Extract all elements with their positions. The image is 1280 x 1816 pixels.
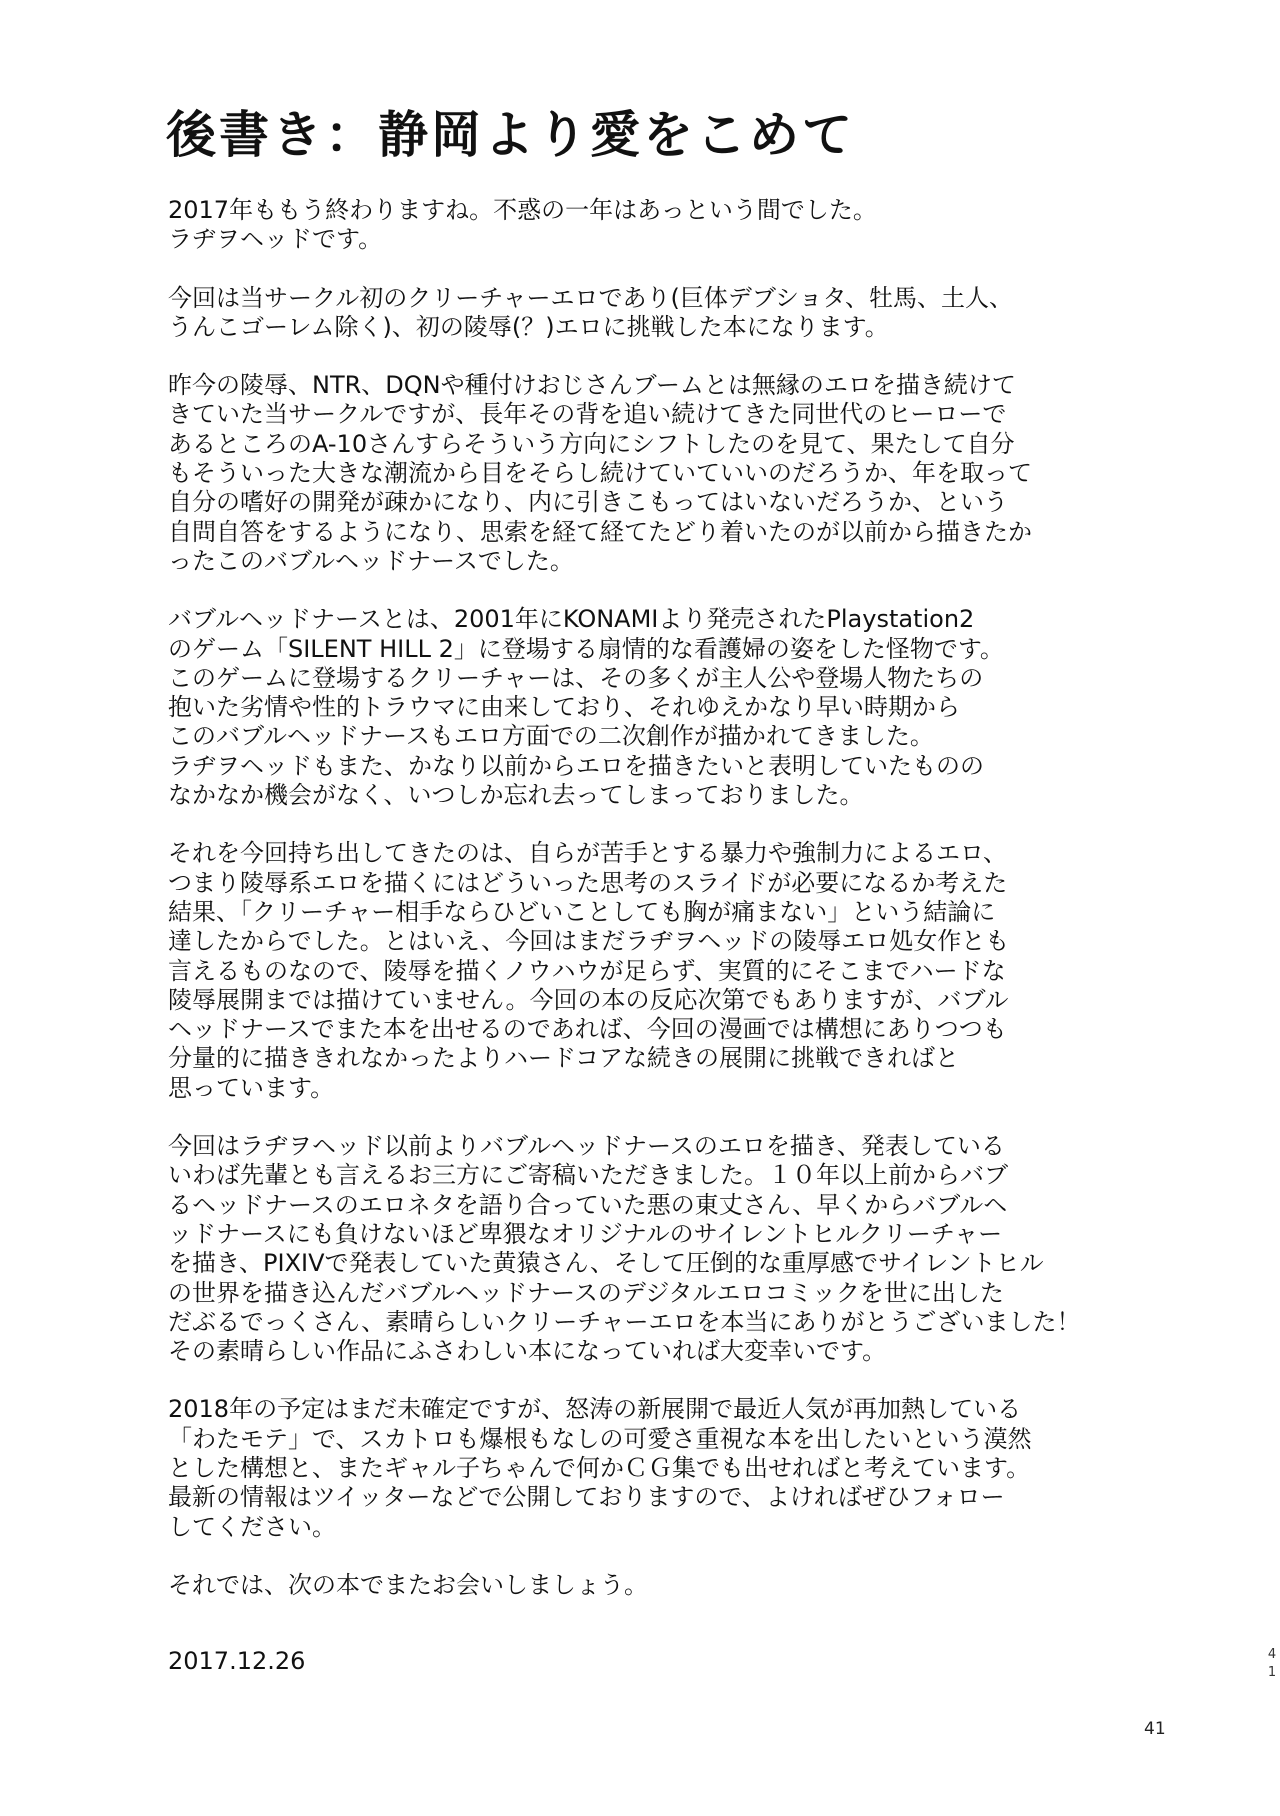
paragraph <box>168 284 1108 343</box>
text-line: 「わたモテ」で、スカトロも爆根もなしの可愛さ重視な本を出したいという漠然 <box>168 1424 1032 1453</box>
text-line: 2017年ももう終わりますね。不惑の一年はあっという間でした。 <box>168 196 877 224</box>
text-line: その素晴らしい作品にふさわしい本になっていれば大変幸いです。 <box>168 1337 887 1366</box>
paragraph <box>168 839 1108 1103</box>
text-line: 思っています。 <box>168 1073 335 1102</box>
paragraph <box>168 1571 1108 1600</box>
side-page-digit: 1 <box>1267 1665 1277 1680</box>
text-line: 最新の情報はツイッターなどで公開しておりますので、よければぜひフォロー <box>168 1483 1005 1512</box>
text-line: きていた当サークルですが、長年その背を追い続けてきた同世代のヒーローで <box>168 400 1007 429</box>
paragraph <box>168 605 1108 810</box>
text-line: ヘッドナースでまた本を出せるのであれば、今回の漫画では構想にありつつも <box>168 1015 1007 1044</box>
paragraph <box>168 371 1108 576</box>
text-line: ったこのバブルヘッドナースでした。 <box>168 546 574 575</box>
text-line: それを今回持ち出してきたのは、自らが苦手とする暴力や強制力によるエロ、 <box>168 839 1008 868</box>
text-line: 達したからでした。とはいえ、今回はまだラヂヲヘッドの陵辱エロ処女作とも <box>168 927 1010 956</box>
afterword-body <box>168 196 1108 1629</box>
text-line: それでは、次の本でまたお会いしましょう。 <box>168 1570 648 1599</box>
text-line: ラヂヲヘッドもまた、かなり以前からエロを描きたいと表明していたものの <box>168 751 984 780</box>
text-line: のゲーム「SILENT HILL 2」に登場する扇情的な看護婦の姿をした怪物です。 <box>168 634 1004 663</box>
text-line: あるところのA-10さんすらそういう方向にシフトしたのを見て、果たして自分 <box>168 429 1015 458</box>
date-line: 2017.12.26 <box>168 1647 306 1675</box>
text-line: 自分の嗜好の開発が疎かになり、内に引きこもってはいないだろうか、という <box>168 488 1008 517</box>
text-line: このゲームに登場するクリーチャーは、その多くが主人公や登場人物たちの <box>168 663 984 692</box>
paragraph <box>168 1132 1108 1366</box>
text-line: 2018年の予定はまだ未確定ですが、怒涛の新展開で最近人気が再加熱している <box>168 1395 1022 1424</box>
paragraph <box>168 196 1108 255</box>
text-line: もそういった大きな潮流から目をそらし続けていていいのだろうか、年を取って <box>168 459 1032 488</box>
text-line: バブルヘッドナースとは、2001年にKONAMIより発売されたPlaystation2 <box>168 605 975 634</box>
text-line: このバブルヘッドナースもエロ方面での二次創作が描かれてきました。 <box>168 722 934 751</box>
text-line: るヘッドナースのエロネタを語り合っていた悪の東丈さん、早くからバブルヘ <box>168 1190 1008 1219</box>
text-line: してください。 <box>168 1512 336 1541</box>
side-page-digit: 4 <box>1267 1647 1277 1662</box>
text-line: 抱いた劣情や性的トラウマに由来しており、それゆえかなり早い時期から <box>168 693 960 722</box>
text-line: うんこゴーレム除く)、初の陵辱(？)エロに挑戦した本になります。 <box>168 312 889 341</box>
text-line: なかなか機会がなく、いつしか忘れ去ってしまっておりました。 <box>168 781 864 810</box>
page-number: 41 <box>1144 1719 1166 1739</box>
text-line: 今回は当サークル初のクリーチャーエロであり(巨体デブショタ、牡馬、土人、 <box>168 283 1014 312</box>
side-page-number <box>1266 1646 1278 1682</box>
text-line: 言えるものなので、陵辱を描くノウハウが足らず、実質的にそこまでハードな <box>168 956 1006 985</box>
text-line: ッドナースにも負けないほど卑猥なオリジナルのサイレントヒルクリーチャー <box>168 1219 1003 1248</box>
paragraph <box>168 1395 1108 1541</box>
text-line: とした構想と、またギャル子ちゃんで何かＣＧ集でも出せればと考えています。 <box>168 1453 1031 1482</box>
text-line: 陵辱展開までは描けていません。今回の本の反応次第でもありますが、バブル <box>168 985 1009 1014</box>
text-line: 自問自答をするようになり、思索を経て経てたどり着いたのが以前から描きたか <box>168 517 1032 546</box>
text-line: 昨今の陵辱、NTR、DQNや種付けおじさんブームとは無縁のエロを描き続けて <box>168 371 1016 400</box>
page-title: 後書き：静岡より愛をこめて <box>166 105 855 164</box>
text-line: だぶるでっくさん、素晴らしいクリーチャーエロを本当にありがとうございました！ <box>168 1307 1081 1336</box>
text-line: を描き、PIXIVで発表していた黄猿さん、そして圧倒的な重厚感でサイレントヒル <box>168 1249 1044 1278</box>
text-line: 結果、「クリーチャー相手ならひどいことしても胸が痛まない」という結論に <box>168 897 996 926</box>
text-line: 今回はラヂヲヘッド以前よりバブルヘッドナースのエロを描き、発表している <box>168 1132 1005 1161</box>
text-line: つまり陵辱系エロを描くにはどういった思考のスライドが必要になるか考えた <box>168 868 1008 897</box>
text-line: いわば先輩とも言えるお三方にご寄稿いただきました。１０年以上前からバブ <box>168 1161 1008 1190</box>
text-line: 分量的に描ききれなかったよりハードコアな続きの展開に挑戦できればと <box>168 1044 960 1073</box>
text-line: の世界を描き込んだバブルヘッドナースのデジタルエロコミックを世に出した <box>168 1278 1004 1307</box>
text-line: ラヂヲヘッドです。 <box>168 225 383 254</box>
